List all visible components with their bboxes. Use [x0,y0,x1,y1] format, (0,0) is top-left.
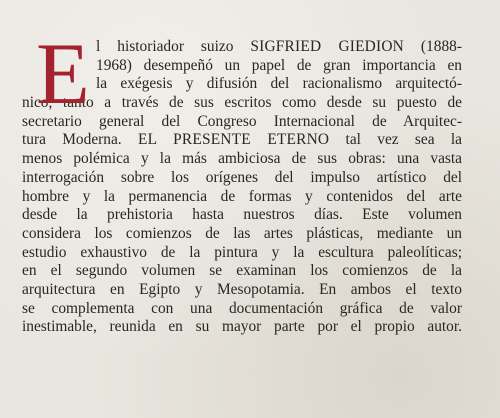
text-line-12: estudio exhaustivo de la pintura y la escultura paleolíticas; [22,243,462,261]
text-line-10: desde la prehistoria hasta nuestros días. Este volumen [22,206,462,224]
text-segment: (1888- [403,38,462,55]
text-line-5: secretario general del Congreso Internacional de Arquitec- [22,112,462,130]
text-line-1 [96,38,462,57]
back-cover-text-block [22,26,462,337]
text-line-8: interrogación sobre los orígenes del impulso artístico del [22,168,462,186]
text-segment: tal vez sea la [329,131,462,149]
text-segment: l historiador suizo [96,38,251,55]
text-line-16: inestimable, reunida en su mayor parte por el propio autor. [22,318,462,336]
author-name: SIGFRIED GIEDION [250,38,404,55]
text-line-15: se complementa con una documentación gráfica de valor [22,299,462,317]
text-line-7: menos polémica y la más ambiciosa de sus obras: una vasta [22,150,462,168]
text-line-11: considera los comienzos de las artes plásticas, mediante un [22,224,462,242]
text-line-13: en el segundo volumen se examinan los comienzos de la [22,262,462,280]
text-line-14: arquitectura en Egipto y Mesopotamia. En ambos el texto [22,280,462,298]
text-segment: tura Moderna. [22,131,138,149]
text-line-9: hombre y la permanencia de formas y contenidos del arte [22,187,462,205]
book-title: EL PRESENTE ETERNO [137,131,330,149]
text-line-6 [22,131,462,150]
drop-cap-letter: E [36,26,90,123]
text-line-4: nico, tanto a través de sus escritos como desde su puesto de [22,94,462,112]
text-line-2: 1968) desempeñó un papel de gran importancia en [96,56,462,74]
text-line-3: la exégesis y difusión del racionalismo arquitectó- [96,75,462,93]
